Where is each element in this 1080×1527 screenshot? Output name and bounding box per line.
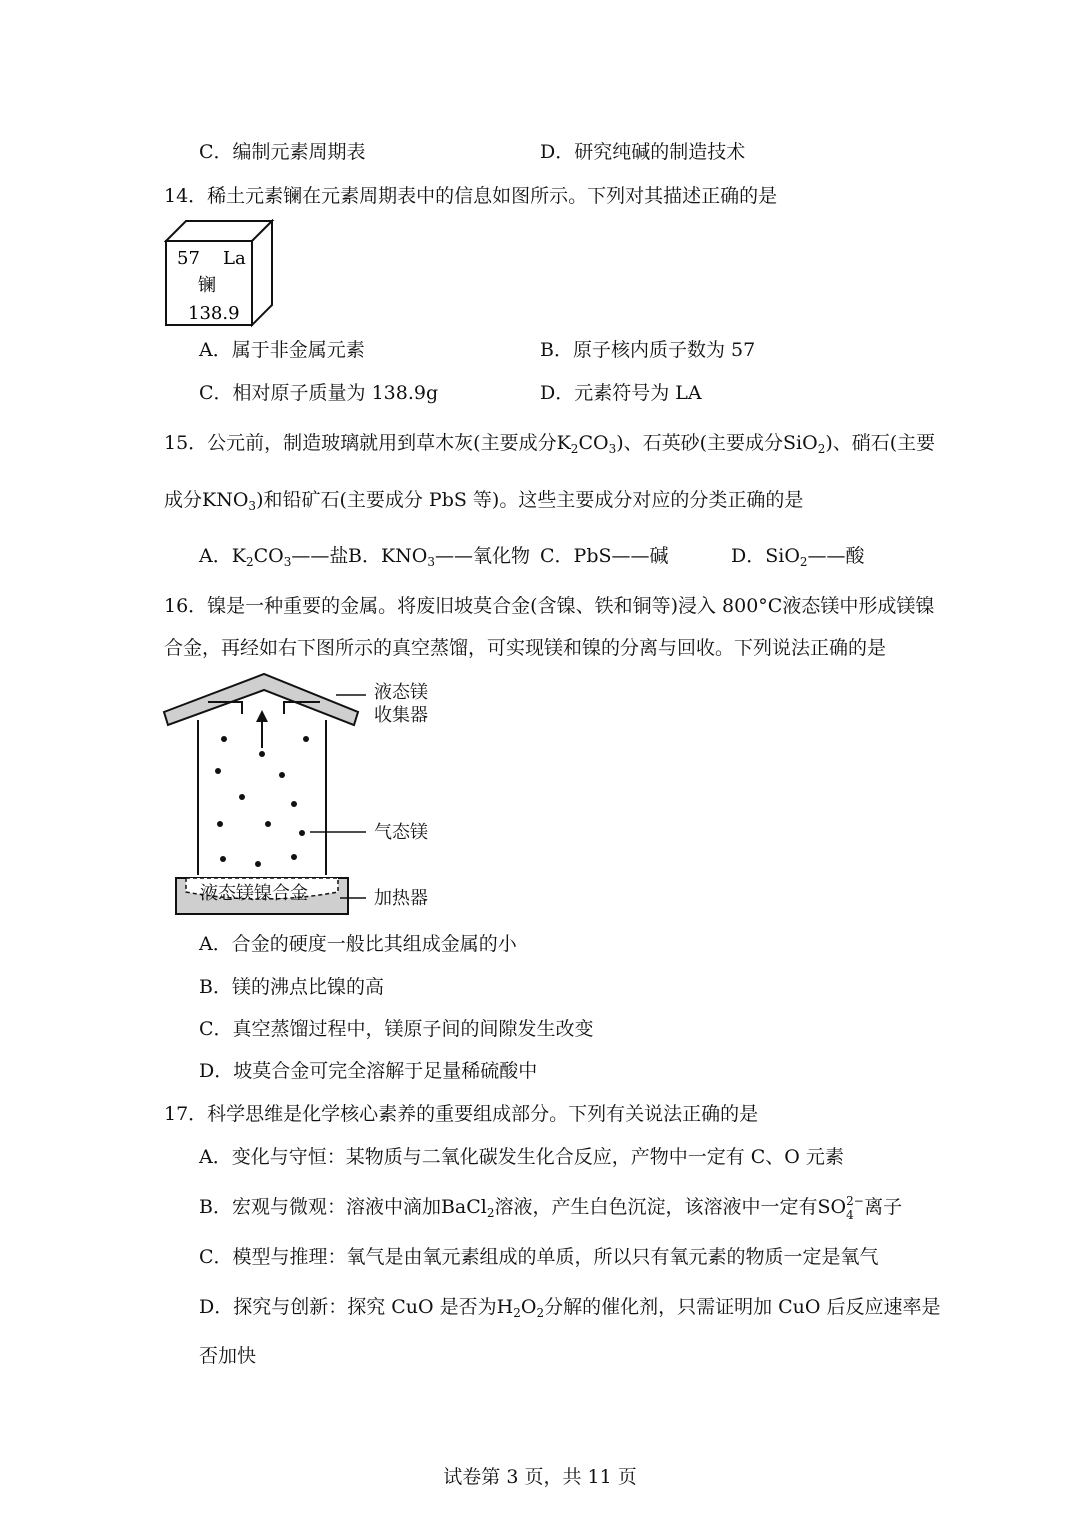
q16-option-c: C．真空蒸馏过程中，镁原子间的间隙发生改变 bbox=[199, 1018, 594, 1040]
formula-k2co3: $K_2CO_3$ bbox=[556, 432, 617, 456]
q17-option-c: C．模型与推理：氧气是由氧元素组成的单质，所以只有氧元素的物质一定是氧气 bbox=[199, 1246, 879, 1268]
formula-k2co3: $K_2CO_3$ bbox=[231, 545, 292, 569]
q17-option-b: B．宏观与微观：溶液中滴加BaCl$_2$溶液，产生白色沉淀，该溶液中一定有SO 2− 4 离子 bbox=[199, 1194, 903, 1222]
q14-atomic-number: 57 bbox=[177, 248, 200, 269]
q15-option-d: D．SiO$_2$——酸 bbox=[731, 545, 865, 569]
q14-option-d: D．元素符号为 LA bbox=[540, 382, 702, 404]
q13-option-c: C．编制元素周期表 bbox=[199, 141, 366, 163]
q15-text: )、石英砂(主要成分 bbox=[616, 432, 784, 454]
q17-option-a: A．变化与守恒：某物质与二氧化碳发生化合反应，产物中一定有 C、O 元素 bbox=[199, 1146, 844, 1168]
q14-stem: 14．稀土元素镧在元素周期表中的信息如图所示。下列对其描述正确的是 bbox=[164, 185, 778, 207]
q15-text: 成分 bbox=[164, 489, 203, 511]
q14-element-name: 镧 bbox=[198, 275, 216, 296]
formula-sio2: SiO$_2$ bbox=[783, 432, 826, 456]
formula-kno3: $KNO_3$ bbox=[380, 545, 436, 569]
formula-sulfate-ion: SO 2− 4 bbox=[817, 1194, 864, 1222]
q16-stem-line2: 合金，再经如右下图所示的真空蒸馏，可实现镁和镍的分离与回收。下列说法正确的是 bbox=[164, 637, 887, 659]
q15-option-a: A．$K_2CO_3——$盐 bbox=[199, 545, 349, 569]
q15-option-c: C．PbS——碱 bbox=[540, 545, 669, 567]
q15-text: 15．公元前，制造玻璃就用到草木灰(主要成分 bbox=[164, 432, 557, 454]
q15-option-b: B．$KNO_3——$氧化物 bbox=[348, 545, 531, 569]
formula-bacl2: BaCl$_2$ bbox=[440, 1196, 495, 1220]
formula-h2o2: $H_2O_2$ bbox=[496, 1296, 545, 1320]
heater-label: 加热器 bbox=[374, 888, 428, 909]
collector-label-line2: 收集器 bbox=[374, 705, 428, 726]
q17-stem: 17．科学思维是化学核心素养的重要组成部分。下列有关说法正确的是 bbox=[164, 1103, 759, 1125]
q15-text: )和铅矿石(主要成分 PbS 等)。这些主要成分对应的分类正确的是 bbox=[256, 489, 804, 511]
q14-atomic-mass: 138.9 bbox=[188, 303, 240, 324]
q16-vacuum-distillation-diagram bbox=[160, 670, 460, 920]
q17-option-d-line2: 否加快 bbox=[199, 1345, 257, 1367]
q14-option-c: C．相对原子质量为 138.9g bbox=[199, 382, 439, 404]
q16-stem-line1: 16．镍是一种重要的金属。将废旧坡莫合金(含镍、铁和铜等)浸入 800°C液态镁中形成镁镍 bbox=[164, 595, 935, 617]
q13-option-d: D．研究纯碱的制造技术 bbox=[540, 141, 746, 163]
gas-particles bbox=[215, 736, 309, 867]
q16-option-b: B．镁的沸点比镍的高 bbox=[199, 976, 384, 998]
q14-element-card bbox=[160, 215, 280, 330]
q15-stem-line2 bbox=[164, 488, 803, 518]
q16-option-a: A．合金的硬度一般比其组成金属的小 bbox=[199, 933, 517, 955]
gas-magnesium-label: 气态镁 bbox=[374, 822, 428, 843]
page-footer: 试卷第 3 页，共 11 页 bbox=[443, 1466, 637, 1488]
formula-kno3: $KNO_3$ bbox=[202, 489, 257, 513]
alloy-label: 液态镁镍合金 bbox=[200, 883, 308, 904]
q17-option-d-line1: D．探究与创新：探究 CuO 是否为$H_2O_2$分解的催化剂，只需证明加 CuO 后反应速率是 bbox=[199, 1296, 941, 1320]
q14-option-a: A．属于非金属元素 bbox=[199, 339, 365, 361]
formula-sio2: SiO$_2$ bbox=[765, 545, 808, 569]
q16-option-d: D．坡莫合金可完全溶解于足量稀硫酸中 bbox=[199, 1060, 538, 1082]
q14-option-b: B．原子核内质子数为 57 bbox=[540, 339, 756, 361]
q15-stem-line1 bbox=[164, 431, 935, 461]
collector-label-line1: 液态镁 bbox=[374, 682, 428, 703]
q14-element-symbol: La bbox=[223, 248, 246, 269]
q15-text: )、硝石(主要 bbox=[825, 432, 936, 454]
